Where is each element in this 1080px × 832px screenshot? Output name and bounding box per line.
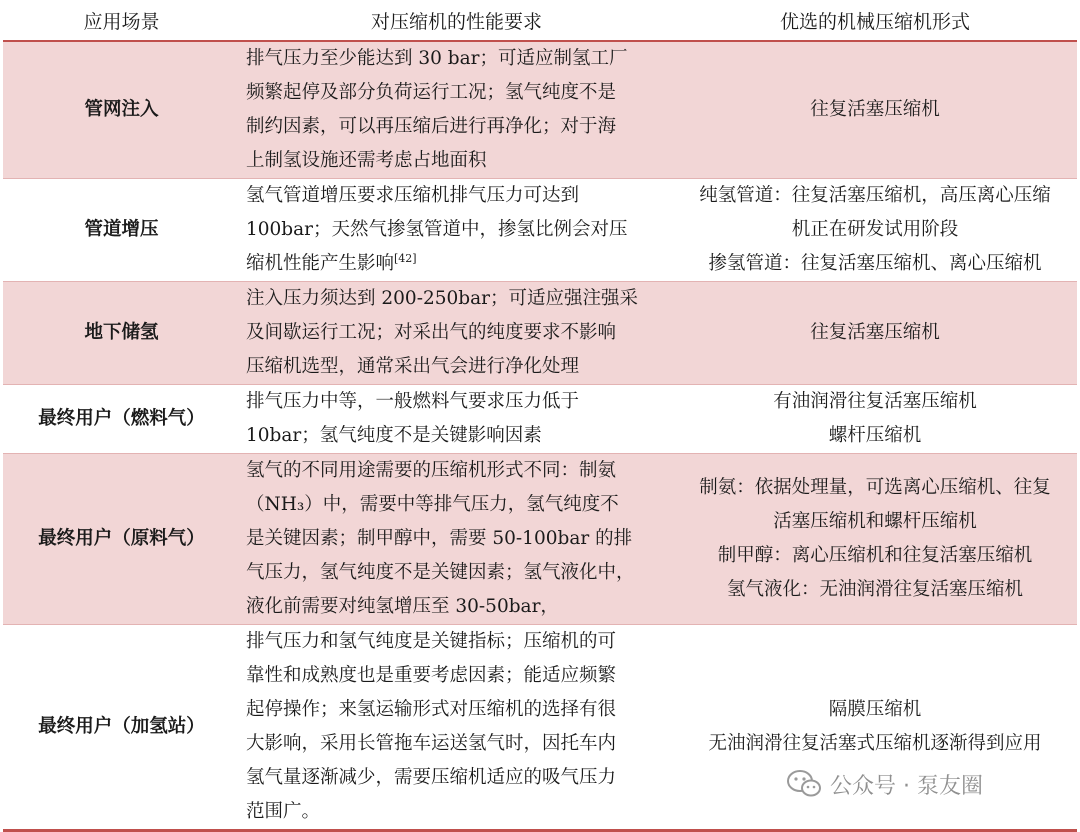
compressor-requirements-table xyxy=(3,0,1077,832)
requirements-line: 及间歇运行工况；对采出气的纯度要求不影响 xyxy=(246,322,617,343)
requirements-cell xyxy=(240,41,673,179)
preferred-type-cell xyxy=(673,282,1077,385)
requirements-line: 上制氢设施还需考虑占地面积 xyxy=(246,150,487,171)
requirements-line: 气压力，氢气纯度不是关键因素；氢气液化中， xyxy=(246,562,635,583)
preferred-line: 往复活塞压缩机 xyxy=(810,322,940,343)
requirements-line: 范围广。 xyxy=(246,801,321,822)
header-preferred-type: 优选的机械压缩机形式 xyxy=(673,0,1077,41)
preferred-line: 掺氢管道：往复活塞压缩机、离心压缩机 xyxy=(708,253,1042,274)
scene-cell: 最终用户（原料气） xyxy=(3,454,240,625)
requirements-cell xyxy=(240,385,673,454)
preferred-line: 制甲醇：离心压缩机和往复活塞压缩机 xyxy=(717,545,1033,566)
preferred-type-cell xyxy=(673,179,1077,282)
preferred-line: 纯氢管道：往复活塞压缩机，高压离心压缩 xyxy=(699,185,1051,206)
table-row xyxy=(3,282,1077,385)
scene-cell: 地下储氢 xyxy=(3,282,240,385)
requirements-line: 靠性和成熟度也是重要考虑因素；能适应频繁 xyxy=(246,665,617,686)
preferred-type-cell xyxy=(673,385,1077,454)
requirements-line: 制约因素，可以再压缩后进行再净化；对于海 xyxy=(246,116,617,137)
header-requirements: 对压缩机的性能要求 xyxy=(240,0,673,41)
requirements-line: 排气压力和氢气纯度是关键指标；压缩机的可 xyxy=(246,631,617,652)
scene-cell: 管道增压 xyxy=(3,179,240,282)
requirements-line: 注入压力须达到 200-250bar；可适应强注强采 xyxy=(246,288,638,309)
requirements-line: 氢气量逐渐减少，需要压缩机适应的吸气压力 xyxy=(246,767,617,788)
requirements-line: 频繁起停及部分负荷运行工况；氢气纯度不是 xyxy=(246,82,617,103)
table-row xyxy=(3,385,1077,454)
requirements-cell xyxy=(240,179,673,282)
requirements-text: 缩机性能产生影响 xyxy=(246,253,395,274)
preferred-line: 往复活塞压缩机 xyxy=(810,99,940,120)
preferred-type-cell xyxy=(673,41,1077,179)
scene-cell: 最终用户（燃料气） xyxy=(3,385,240,454)
preferred-line: 氢气液化：无油润滑往复活塞压缩机 xyxy=(726,579,1023,600)
preferred-line: 制氨：依据处理量，可选离心压缩机、往复 xyxy=(699,477,1051,498)
preferred-line: 机正在研发试用阶段 xyxy=(791,219,959,240)
scene-cell: 最终用户（加氢站） xyxy=(3,625,240,831)
requirements-line: 液化前需要对纯氢增压至 30-50bar， xyxy=(246,596,559,617)
requirements-line: 大影响，采用长管拖车运送氢气时，因托车内 xyxy=(246,733,617,754)
requirements-line: 是关键因素；制甲醇中，需要 50-100bar 的排 xyxy=(246,528,633,549)
citation-ref: [42] xyxy=(394,251,417,265)
table-row xyxy=(3,41,1077,179)
requirements-line: 压缩机选型，通常采出气会进行净化处理 xyxy=(246,356,580,377)
scene-cell: 管网注入 xyxy=(3,41,240,179)
wechat-icon xyxy=(786,769,822,799)
requirements-line-with-ref xyxy=(246,247,667,281)
requirements-cell xyxy=(240,454,673,625)
requirements-line: （NH₃）中，需要中等排气压力，氢气纯度不 xyxy=(246,494,619,515)
preferred-line: 活塞压缩机和螺杆压缩机 xyxy=(773,511,977,532)
preferred-line: 有油润滑往复活塞压缩机 xyxy=(773,391,977,412)
watermark xyxy=(786,764,1056,804)
preferred-line: 无油润滑往复活塞式压缩机逐渐得到应用 xyxy=(708,733,1042,754)
requirements-cell xyxy=(240,625,673,831)
preferred-line: 螺杆压缩机 xyxy=(828,425,922,446)
watermark-text: 公众号 · 泵友圈 xyxy=(830,773,983,799)
requirements-line: 排气压力中等，一般燃料气要求压力低于 xyxy=(246,391,580,412)
requirements-line: 排气压力至少能达到 30 bar；可适应制氢工厂 xyxy=(246,48,628,69)
table-header-row xyxy=(3,0,1077,41)
preferred-type-cell xyxy=(673,454,1077,625)
header-scene: 应用场景 xyxy=(3,0,240,41)
requirements-line: 起停操作；来氢运输形式对压缩机的选择有很 xyxy=(246,699,617,720)
requirements-line: 氢气管道增压要求压缩机排气压力可达到 xyxy=(246,185,580,206)
requirements-cell xyxy=(240,282,673,385)
preferred-line: 隔膜压缩机 xyxy=(828,699,922,720)
table-row xyxy=(3,179,1077,282)
requirements-line: 100bar；天然气掺氢管道中，掺氢比例会对压 xyxy=(246,219,628,240)
table-row xyxy=(3,454,1077,625)
requirements-line: 氢气的不同用途需要的压缩机形式不同：制氨 xyxy=(246,460,617,481)
requirements-line: 10bar；氢气纯度不是关键影响因素 xyxy=(246,425,542,446)
